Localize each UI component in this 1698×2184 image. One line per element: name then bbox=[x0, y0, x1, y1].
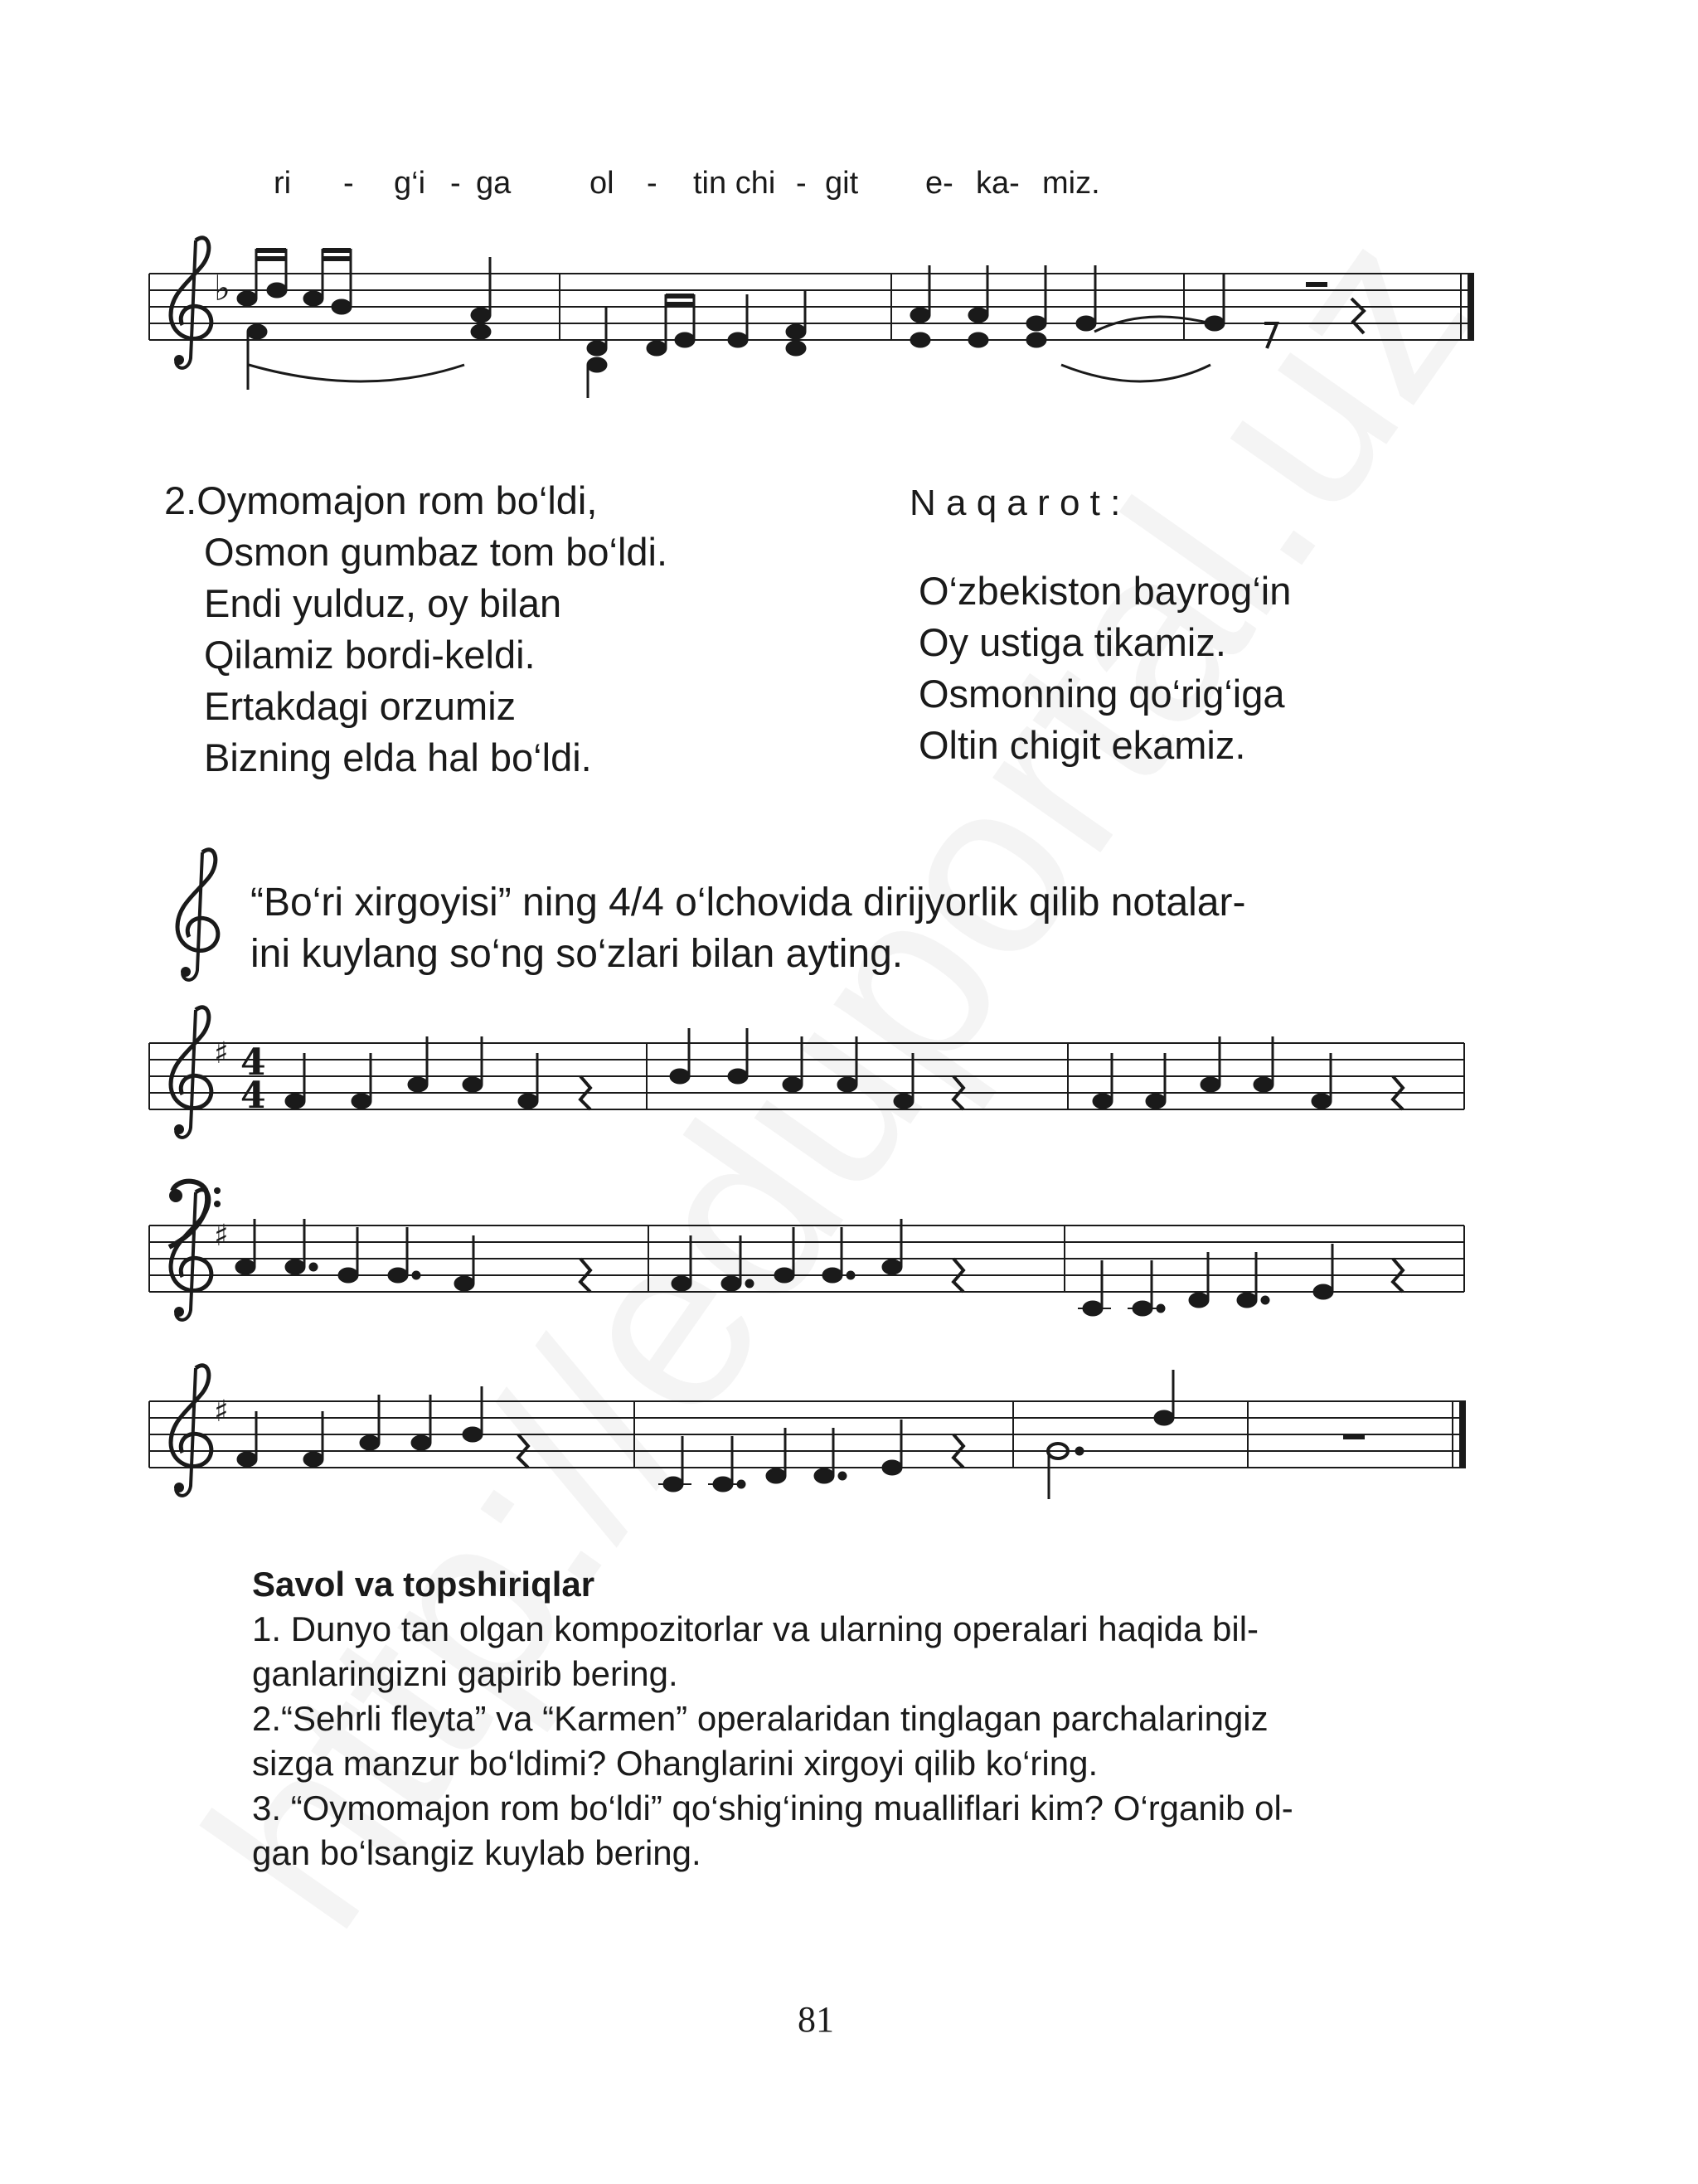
treble-clef-icon bbox=[171, 1366, 211, 1496]
verse-line: Ertakdagi orzumiz bbox=[204, 684, 517, 728]
notes-staff-2 bbox=[286, 1028, 1403, 1109]
time-signature-bottom: 4 bbox=[240, 1075, 266, 1117]
treble-clef-icon bbox=[171, 238, 211, 368]
instruction-line: “Bo‘ri xirgoyisi” ning 4/4 o‘lchovida dirijyorlik qilib notalar- bbox=[250, 881, 1246, 925]
time-signature-top: 4 bbox=[240, 1041, 266, 1084]
questions-title: Savol va topshiriqlar bbox=[252, 1565, 595, 1604]
lyric-syllable: ol bbox=[589, 166, 614, 201]
sharp-icon: ♯ bbox=[214, 1219, 229, 1253]
treble-clef-icon bbox=[171, 1190, 211, 1320]
questions-section bbox=[252, 1562, 1293, 1876]
lyric-syllable: ri bbox=[274, 166, 292, 201]
sharp-icon: ♯ bbox=[214, 1036, 229, 1070]
verse-line: Endi yulduz, oy bilan bbox=[204, 581, 562, 625]
page-number: 81 bbox=[798, 1999, 834, 2040]
verse-line: Bizning elda hal bo‘ldi. bbox=[204, 735, 592, 779]
lyric-syllable: - bbox=[450, 166, 461, 201]
instruction-line: ini kuylang so‘ng so‘zlari bilan ayting. bbox=[250, 932, 904, 976]
refrain bbox=[919, 565, 1291, 771]
staff-4 bbox=[149, 1401, 1466, 1468]
instruction-clef-icon bbox=[177, 850, 218, 980]
instruction bbox=[250, 877, 1245, 980]
lyric-syllable: - bbox=[343, 166, 354, 201]
lyric-syllable: - bbox=[647, 166, 657, 201]
question-line: 3. “Oymomajon rom bo‘ldi” qo‘shig‘ining mualliflari kim? O‘rganib ol- bbox=[252, 1788, 1293, 1827]
question-line: ganlaringizni gapirib bering. bbox=[252, 1654, 678, 1693]
staff-2 bbox=[149, 1043, 1464, 1109]
question-line: gan bo‘lsangiz kuylab bering. bbox=[252, 1833, 701, 1872]
refrain-line: Oy ustiga tikamiz. bbox=[919, 620, 1226, 664]
refrain-title: N a q a r o t : bbox=[910, 483, 1121, 523]
refrain-line: Oltin chigit ekamiz. bbox=[919, 723, 1246, 767]
verse-line: Qilamiz bordi-keldi. bbox=[204, 633, 536, 677]
lyric-syllable: miz. bbox=[1042, 166, 1100, 201]
question-line: 1. Dunyo tan olgan kompozitorlar va ularning operalari haqida bil- bbox=[252, 1609, 1259, 1648]
verse-line: Osmon gumbaz tom bo‘ldi. bbox=[204, 530, 668, 574]
verse bbox=[164, 475, 667, 784]
lyric-syllable: - bbox=[796, 166, 807, 201]
lyric-syllable: tin chi bbox=[693, 166, 776, 201]
lyric-syllable: ga bbox=[476, 166, 512, 201]
notes-staff-3 bbox=[236, 1219, 1403, 1315]
lyric-syllable: e- bbox=[925, 166, 953, 201]
refrain-line: O‘zbekiston bayrog‘in bbox=[919, 569, 1292, 613]
lyric-syllable: git bbox=[825, 166, 859, 201]
sharp-icon: ♯ bbox=[214, 1395, 229, 1429]
flat-icon: ♭ bbox=[214, 268, 230, 308]
treble-clef-icon bbox=[171, 1007, 211, 1138]
lyric-syllable: ka- bbox=[976, 166, 1020, 201]
question-line: 2.“Sehrli fleyta” va “Karmen” operalaridan tinglagan parchalaringiz bbox=[252, 1699, 1269, 1738]
verse-line: 2.Oymomajon rom bo‘ldi, bbox=[164, 478, 598, 522]
refrain-line: Osmonning qo‘rig‘iga bbox=[919, 672, 1285, 716]
lyric-syllable: g‘i bbox=[394, 166, 426, 201]
question-line: sizga manzur bo‘ldimi? Ohanglarini xirgoyi qilib ko‘ring. bbox=[252, 1744, 1099, 1783]
